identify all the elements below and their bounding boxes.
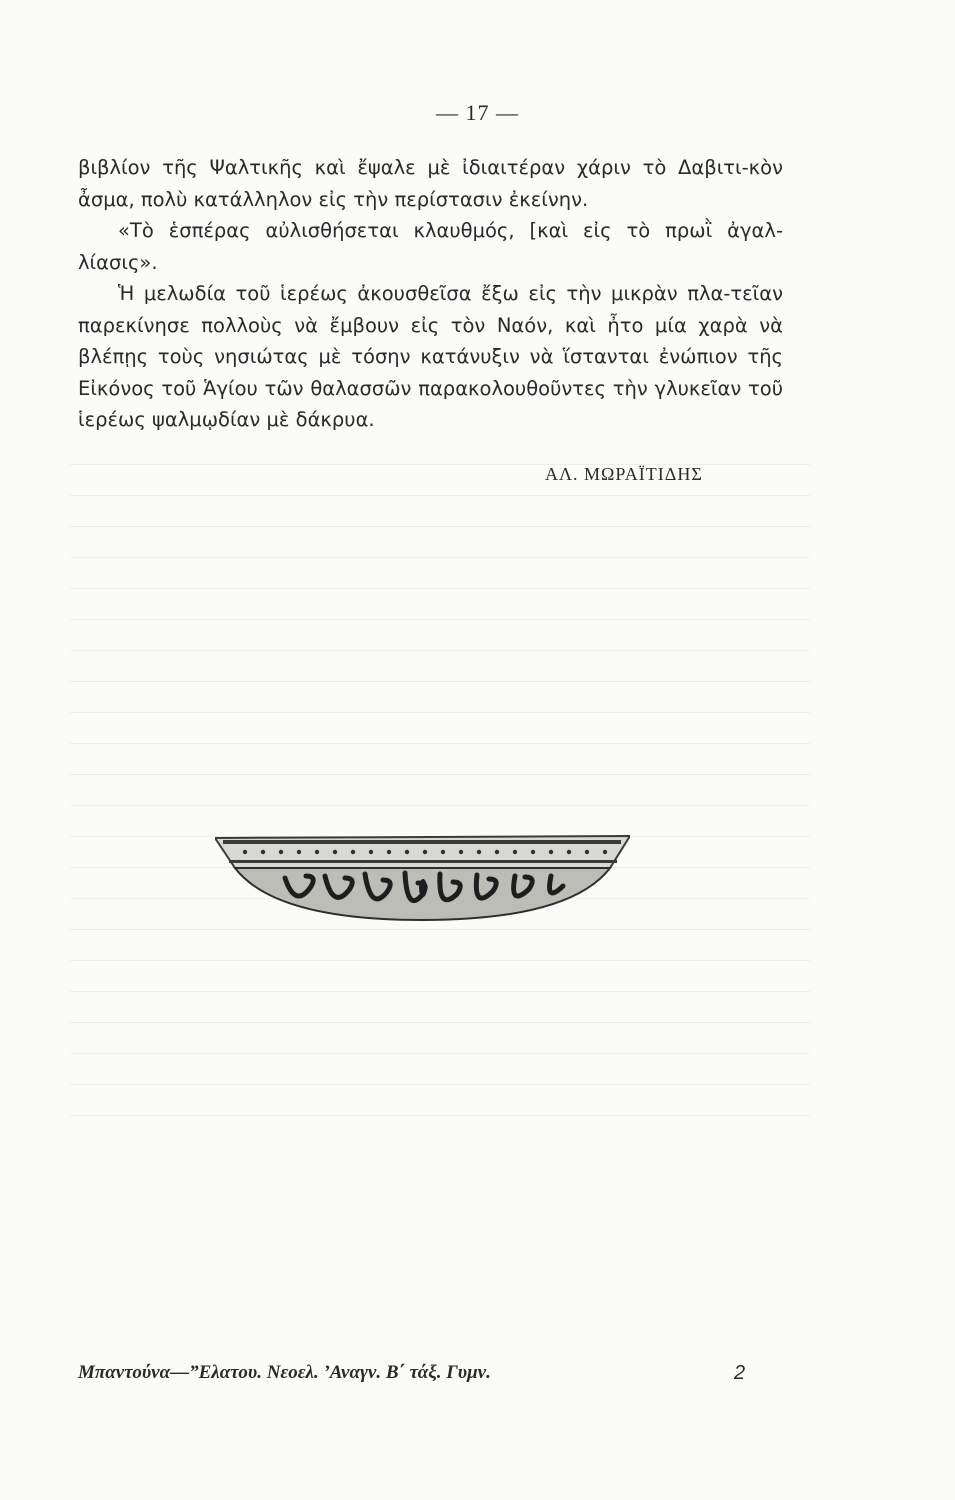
footer-citation: Μπαντούνα—”Ελατου. Νεοελ. ’Αναγν. Β΄ τάξ. Γυμν. xyxy=(78,1362,491,1383)
paragraph-2: «Τὸ ἑσπέρας αὐλισθήσεται κλαυθμός, [καὶ εἰς τὸ πρωῒ ἀγαλ-λίασις». xyxy=(78,219,783,274)
page-number: — 17 — xyxy=(436,100,519,125)
paragraph-3: Ἡ μελωδία τοῦ ἱερέως ἀκουσθεῖσα ἔξω εἰς τὴν μικρὰν πλα-τεῖαν παρεκίνησε πολλοὺς νὰ ἔμβουν εἰς τὸν Ναόν, καὶ ἦτο μία χαρὰ νὰ βλέπῃς τοὺς νησιώτας μὲ τόσην κατάνυξιν νὰ ἵστανται ἐνώπιον τῆς Εἰκόνος τοῦ Ἁγίου τῶν θαλασσῶν παρακολουθοῦντες τὴν γλυκεῖαν τοῦ ἱερέως ψαλμῳδίαν μὲ δάκρυα. xyxy=(78,282,783,431)
decorative-bowl-ornament xyxy=(215,828,630,923)
bleed-through-texture xyxy=(70,440,810,1140)
body-text xyxy=(78,152,783,436)
paragraph-1: βιβλίον τῆς Ψαλτικῆς καὶ ἔψαλε μὲ ἰδιαιτέραν χάριν τὸ Δαβιτι-κὸν ἆσμα, πολὺ κατάλληλον εἰς τὴν περίστασιν ἐκείνην. xyxy=(78,156,783,211)
footer-signature-mark: 2 xyxy=(734,1362,746,1384)
author-signature: ΑΛ. ΜΩΡΑΪΤΙΔΗΣ xyxy=(545,464,703,484)
